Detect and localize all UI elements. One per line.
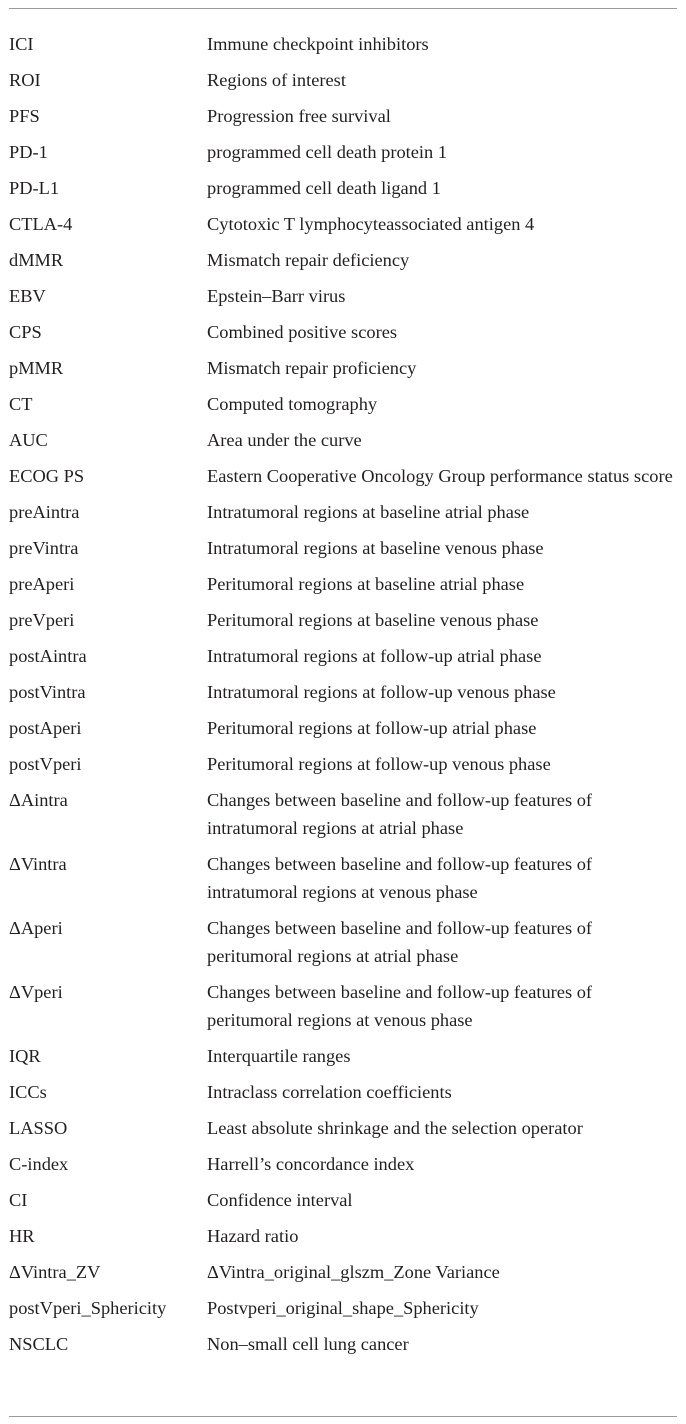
definition-cell: Mismatch repair proficiency bbox=[207, 358, 417, 378]
definition-cell: Cytotoxic T lymphocyteassociated antigen 4 bbox=[207, 214, 535, 234]
definition-cell: Epstein–Barr virus bbox=[207, 286, 346, 306]
abbreviation-cell: EBV bbox=[9, 286, 46, 306]
definition-cell: Interquartile ranges bbox=[207, 1046, 351, 1066]
table-top-rule bbox=[9, 8, 677, 9]
abbreviation-cell: postAperi bbox=[9, 718, 82, 738]
abbreviation-cell: ΔVperi bbox=[9, 982, 63, 1002]
table-row bbox=[0, 174, 686, 210]
abbreviation-cell: PFS bbox=[9, 106, 40, 126]
abbreviation-cell: ΔVintra bbox=[9, 854, 67, 874]
abbreviation-cell: postAintra bbox=[9, 646, 87, 666]
definition-cell: Intratumoral regions at baseline venous phase bbox=[207, 538, 544, 558]
abbreviation-cell: IQR bbox=[9, 1046, 41, 1066]
definition-cell: Intraclass correlation coefficients bbox=[207, 1082, 452, 1102]
table-row bbox=[0, 1294, 686, 1330]
table-row bbox=[0, 462, 686, 498]
definition-cell: Non–small cell lung cancer bbox=[207, 1334, 409, 1354]
table-row bbox=[0, 914, 686, 978]
table-row bbox=[0, 354, 686, 390]
table-row bbox=[0, 102, 686, 138]
abbreviation-cell: ICI bbox=[9, 34, 34, 54]
abbreviation-cell: postVintra bbox=[9, 682, 86, 702]
definition-cell: Changes between baseline and follow-up features of intratumoral regions at venous phase bbox=[207, 854, 593, 902]
definition-cell: Peritumoral regions at follow-up atrial phase bbox=[207, 718, 537, 738]
table-row bbox=[0, 1114, 686, 1150]
table-row bbox=[0, 1186, 686, 1222]
abbreviation-cell: PD-L1 bbox=[9, 178, 60, 198]
abbreviation-cell: preVintra bbox=[9, 538, 79, 558]
definition-cell: Hazard ratio bbox=[207, 1226, 299, 1246]
table-row bbox=[0, 570, 686, 606]
definition-cell: Computed tomography bbox=[207, 394, 378, 414]
abbreviation-cell: CT bbox=[9, 394, 33, 414]
definition-cell: Changes between baseline and follow-up features of peritumoral regions at venous phase bbox=[207, 982, 593, 1030]
definition-cell: Peritumoral regions at baseline venous phase bbox=[207, 610, 539, 630]
table-row bbox=[0, 282, 686, 318]
table-row bbox=[0, 678, 686, 714]
definition-cell: ΔVintra_original_glszm_Zone Variance bbox=[207, 1262, 500, 1282]
abbreviation-cell: ICCs bbox=[9, 1082, 47, 1102]
table-row bbox=[0, 210, 686, 246]
definition-cell: Confidence interval bbox=[207, 1190, 353, 1210]
table-row bbox=[0, 30, 686, 66]
abbreviation-cell: ECOG PS bbox=[9, 466, 85, 486]
abbreviation-cell: ΔAperi bbox=[9, 918, 63, 938]
abbreviation-cell: preAperi bbox=[9, 574, 75, 594]
abbreviation-cell: ROI bbox=[9, 70, 41, 90]
definition-cell: Combined positive scores bbox=[207, 322, 398, 342]
table-row bbox=[0, 1078, 686, 1114]
definition-cell: Harrell’s concordance index bbox=[207, 1154, 415, 1174]
abbreviation-cell: preVperi bbox=[9, 610, 75, 630]
abbreviations-table bbox=[0, 30, 686, 1366]
definition-cell: Regions of interest bbox=[207, 70, 346, 90]
table-row bbox=[0, 534, 686, 570]
table-row bbox=[0, 246, 686, 282]
definition-cell: Intratumoral regions at follow-up venous phase bbox=[207, 682, 556, 702]
table-row bbox=[0, 318, 686, 354]
abbreviation-cell: dMMR bbox=[9, 250, 64, 270]
definition-cell: programmed cell death protein 1 bbox=[207, 142, 448, 162]
definition-cell: Peritumoral regions at baseline atrial phase bbox=[207, 574, 525, 594]
definition-cell: Peritumoral regions at follow-up venous phase bbox=[207, 754, 551, 774]
definition-cell: Area under the curve bbox=[207, 430, 362, 450]
definition-cell: Least absolute shrinkage and the selection operator bbox=[207, 1118, 583, 1138]
definition-cell: programmed cell death ligand 1 bbox=[207, 178, 441, 198]
abbreviation-cell: C-index bbox=[9, 1154, 69, 1174]
definition-cell: Mismatch repair deficiency bbox=[207, 250, 410, 270]
table-row bbox=[0, 1330, 686, 1366]
table-row bbox=[0, 606, 686, 642]
table-row bbox=[0, 498, 686, 534]
table-row bbox=[0, 66, 686, 102]
abbreviation-cell: postVperi_Sphericity bbox=[9, 1298, 167, 1318]
table-row bbox=[0, 1222, 686, 1258]
table-row bbox=[0, 750, 686, 786]
definition-cell: Postvperi_original_shape_Sphericity bbox=[207, 1298, 479, 1318]
abbreviation-cell: postVperi bbox=[9, 754, 82, 774]
abbreviation-cell: ΔAintra bbox=[9, 790, 68, 810]
table-row bbox=[0, 1258, 686, 1294]
definition-cell: Progression free survival bbox=[207, 106, 391, 126]
table-row bbox=[0, 850, 686, 914]
abbreviation-cell: LASSO bbox=[9, 1118, 68, 1138]
abbreviation-cell: CI bbox=[9, 1190, 28, 1210]
definition-cell: Immune checkpoint inhibitors bbox=[207, 34, 429, 54]
abbreviation-cell: CPS bbox=[9, 322, 42, 342]
abbreviation-cell: ΔVintra_ZV bbox=[9, 1262, 101, 1282]
abbreviation-cell: PD-1 bbox=[9, 142, 48, 162]
abbreviation-cell: preAintra bbox=[9, 502, 80, 522]
table-row bbox=[0, 714, 686, 750]
definition-cell: Changes between baseline and follow-up features of intratumoral regions at atrial phase bbox=[207, 790, 593, 838]
table-row bbox=[0, 642, 686, 678]
abbreviation-cell: NSCLC bbox=[9, 1334, 69, 1354]
definition-cell: Intratumoral regions at follow-up atrial phase bbox=[207, 646, 542, 666]
abbreviation-cell: AUC bbox=[9, 430, 48, 450]
definition-cell: Changes between baseline and follow-up features of peritumoral regions at atrial phase bbox=[207, 918, 593, 966]
table-row bbox=[0, 138, 686, 174]
abbreviation-cell: CTLA-4 bbox=[9, 214, 73, 234]
table-row bbox=[0, 426, 686, 462]
table-row bbox=[0, 1150, 686, 1186]
definition-cell: Eastern Cooperative Oncology Group performance status score bbox=[207, 466, 673, 486]
table-row bbox=[0, 390, 686, 426]
definition-cell: Intratumoral regions at baseline atrial phase bbox=[207, 502, 530, 522]
table-row bbox=[0, 978, 686, 1042]
abbreviation-cell: HR bbox=[9, 1226, 35, 1246]
table-row bbox=[0, 786, 686, 850]
abbreviation-cell: pMMR bbox=[9, 358, 64, 378]
table-row bbox=[0, 1042, 686, 1078]
table-bottom-rule bbox=[9, 1416, 677, 1417]
